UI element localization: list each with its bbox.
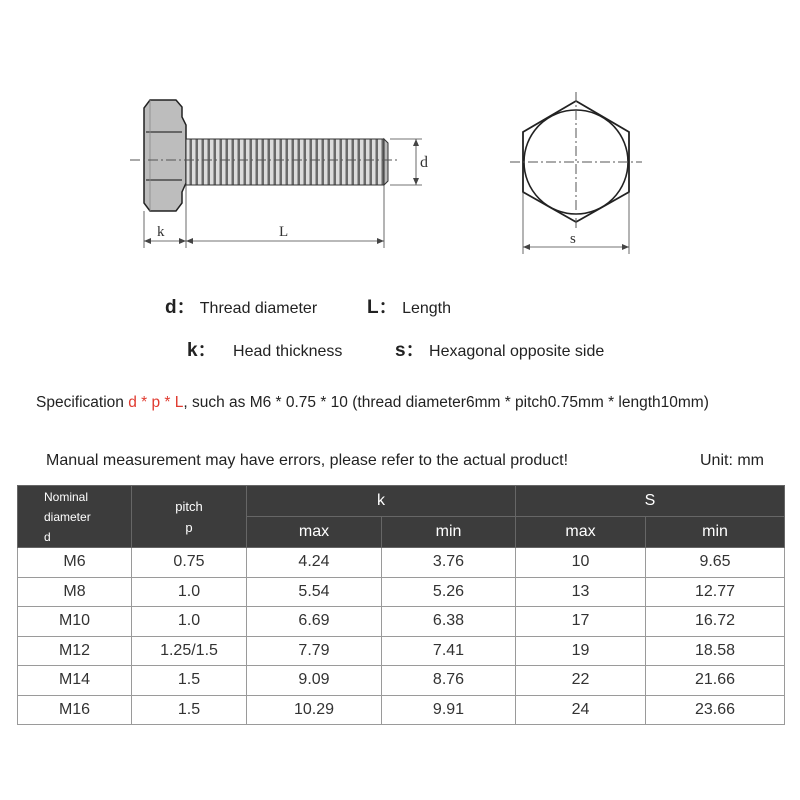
legend-k-key: k： bbox=[187, 340, 217, 361]
legend-L-key: L： bbox=[367, 297, 398, 318]
header-s-max: max bbox=[516, 517, 646, 548]
header-k: k bbox=[247, 486, 516, 517]
table-row bbox=[18, 666, 785, 696]
table-row bbox=[18, 548, 785, 578]
cell-pitch: 0.75 bbox=[132, 548, 247, 578]
header-nominal-line: d bbox=[44, 529, 51, 544]
cell-k-max: 5.54 bbox=[247, 577, 382, 607]
table-row bbox=[18, 636, 785, 666]
bolt-head-side bbox=[144, 100, 186, 211]
spec-table bbox=[17, 485, 785, 725]
legend-s-text: Hexagonal opposite side bbox=[429, 343, 605, 360]
spec-prefix: Specification bbox=[36, 394, 129, 411]
cell-pitch: 1.5 bbox=[132, 666, 247, 696]
cell-k-min: 7.41 bbox=[382, 636, 516, 666]
cell-nominal: M16 bbox=[18, 695, 132, 725]
cell-s-max: 19 bbox=[516, 636, 646, 666]
table-row bbox=[18, 577, 785, 607]
bolt-diagram bbox=[0, 0, 800, 280]
cell-s-max: 17 bbox=[516, 607, 646, 637]
specification-line bbox=[36, 394, 709, 412]
cell-nominal: M6 bbox=[18, 548, 132, 578]
table-row bbox=[18, 695, 785, 725]
cell-s-min: 18.58 bbox=[646, 636, 785, 666]
header-nominal-diameter bbox=[18, 486, 132, 548]
cell-nominal: M10 bbox=[18, 607, 132, 637]
cell-nominal: M8 bbox=[18, 577, 132, 607]
cell-s-min: 23.66 bbox=[646, 695, 785, 725]
cell-s-min: 12.77 bbox=[646, 577, 785, 607]
header-pitch-line: p bbox=[185, 519, 193, 535]
header-nominal-line: Nominal bbox=[44, 489, 89, 504]
cell-k-min: 5.26 bbox=[382, 577, 516, 607]
header-s: S bbox=[516, 486, 785, 517]
label-L: L bbox=[279, 224, 289, 240]
header-nominal-line: diameter bbox=[44, 509, 91, 524]
bolt-shank-side bbox=[186, 139, 388, 185]
cell-k-max: 7.79 bbox=[247, 636, 382, 666]
legend-k bbox=[187, 335, 342, 362]
measurement-note: Manual measurement may have errors, please refer to the actual product! bbox=[46, 452, 569, 469]
legend-s-key: s： bbox=[395, 340, 425, 361]
cell-s-max: 10 bbox=[516, 548, 646, 578]
cell-nominal: M14 bbox=[18, 666, 132, 696]
cell-pitch: 1.0 bbox=[132, 607, 247, 637]
cell-s-min: 21.66 bbox=[646, 666, 785, 696]
legend-s bbox=[395, 335, 604, 362]
legend-d-key: d： bbox=[165, 297, 196, 318]
cell-k-max: 10.29 bbox=[247, 695, 382, 725]
spec-formula: d * p * L bbox=[128, 394, 184, 411]
cell-pitch: 1.25/1.5 bbox=[132, 636, 247, 666]
dimension-d bbox=[390, 139, 428, 185]
label-s: s bbox=[570, 231, 576, 247]
cell-k-max: 9.09 bbox=[247, 666, 382, 696]
legend-d-text: Thread diameter bbox=[199, 300, 318, 317]
legend-L bbox=[367, 292, 451, 319]
cell-s-max: 24 bbox=[516, 695, 646, 725]
header-k-max: max bbox=[247, 517, 382, 548]
bolt-head-end-view bbox=[510, 92, 642, 230]
cell-k-min: 8.76 bbox=[382, 666, 516, 696]
cell-s-max: 13 bbox=[516, 577, 646, 607]
header-pitch bbox=[132, 486, 247, 548]
cell-k-max: 4.24 bbox=[247, 548, 382, 578]
cell-nominal: M12 bbox=[18, 636, 132, 666]
label-d: d bbox=[420, 154, 428, 171]
spec-suffix: , such as M6 * 0.75 * 10 (thread diameter6mm * pitch0.75mm * length10mm) bbox=[183, 394, 709, 411]
legend-k-text: Head thickness bbox=[233, 343, 343, 360]
cell-s-max: 22 bbox=[516, 666, 646, 696]
header-k-min: min bbox=[382, 517, 516, 548]
cell-s-min: 16.72 bbox=[646, 607, 785, 637]
cell-k-min: 9.91 bbox=[382, 695, 516, 725]
header-pitch-line: pitch bbox=[175, 498, 203, 514]
legend-L-text: Length bbox=[402, 300, 451, 317]
header-s-min: min bbox=[646, 517, 785, 548]
cell-pitch: 1.0 bbox=[132, 577, 247, 607]
cell-s-min: 9.65 bbox=[646, 548, 785, 578]
cell-k-min: 3.76 bbox=[382, 548, 516, 578]
cell-k-max: 6.69 bbox=[247, 607, 382, 637]
cell-pitch: 1.5 bbox=[132, 695, 247, 725]
label-k: k bbox=[157, 224, 165, 240]
legend-d bbox=[165, 292, 317, 319]
cell-k-min: 6.38 bbox=[382, 607, 516, 637]
unit-label: Unit: mm bbox=[700, 452, 764, 469]
table-row bbox=[18, 607, 785, 637]
